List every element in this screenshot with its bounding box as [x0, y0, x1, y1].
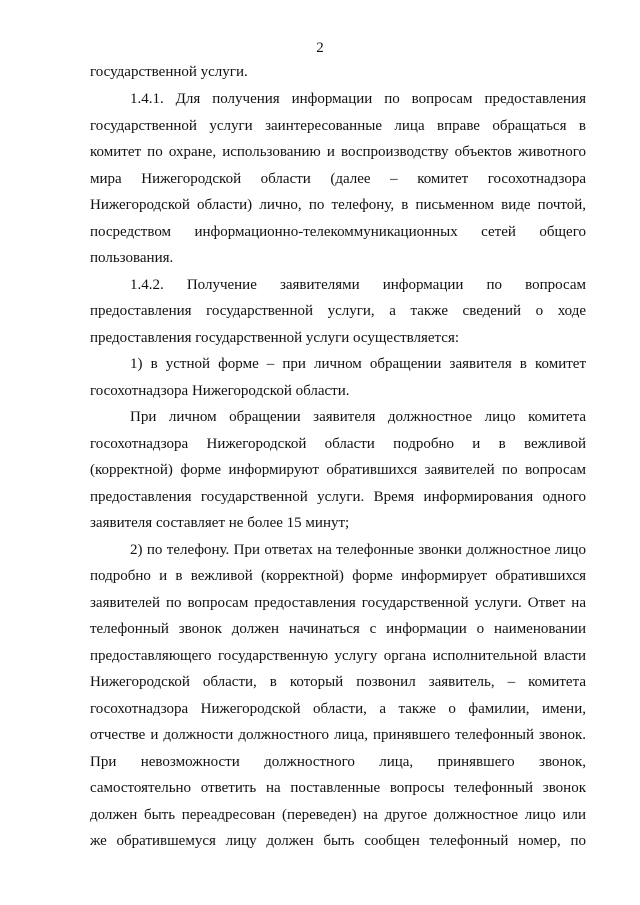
text-line: подробно и в вежливой (корректной) форме информирует обратившихся — [90, 568, 586, 584]
text-line: отчестве и должности должностного лица, принявшего телефонный звонок. — [90, 727, 586, 743]
text-line: При невозможности должностного лица, принявшего звонок, — [90, 754, 586, 770]
text-line: 2) по телефону. При ответах на телефонные звонки должностное лицо — [130, 542, 586, 558]
text-line: 1.4.1. Для получения информации по вопросам предоставления — [130, 91, 586, 107]
text-line: самостоятельно ответить на поставленные вопросы телефонный звонок — [90, 780, 586, 796]
page-number: 2 — [316, 40, 324, 56]
text-line: госохотнадзора Нижегородской области. — [90, 383, 350, 399]
text-line: телефонный звонок должен начинаться с информации о наименовании — [90, 621, 586, 637]
text-line: Нижегородской области, в который позвонил заявитель, – комитета — [90, 674, 586, 690]
text-line: государственной услуги. — [90, 64, 248, 80]
text-line: предоставления государственной услуги, а также сведений о ходе — [90, 303, 586, 319]
text-line: государственной услуги заинтересованные лица вправе обращаться в — [90, 118, 586, 134]
text-line: должен быть переадресован (переведен) на другое должностное лицо или — [90, 807, 586, 823]
text-line: комитет по охране, использованию и воспроизводству объектов животного — [90, 144, 586, 160]
text-line: госохотнадзора Нижегородской области подробно и в вежливой — [90, 436, 586, 452]
text-line: предоставляющего государственную услугу органа исполнительной власти — [90, 648, 586, 664]
text-line: же обратившемуся лицу должен быть сообщен телефонный номер, по — [90, 833, 586, 849]
text-line: госохотнадзора Нижегородской области, а также о фамилии, имени, — [90, 701, 586, 717]
text-line: (корректной) форме информируют обратившихся заявителей по вопросам — [90, 462, 586, 478]
text-line: заявителей по вопросам предоставления государственной услуги. Ответ на — [90, 595, 586, 611]
text-line: 1.4.2. Получение заявителями информации по вопросам — [130, 277, 586, 293]
text-line: Нижегородской области) лично, по телефону, в письменном виде почтой, — [90, 197, 586, 213]
text-line: посредством информационно-телекоммуникационных сетей общего — [90, 224, 586, 240]
text-line: пользования. — [90, 250, 174, 266]
text-line: 1) в устной форме – при личном обращении заявителя в комитет — [130, 356, 586, 372]
text-line: предоставления государственной услуги осуществляется: — [90, 330, 460, 346]
text-line: мира Нижегородской области (далее – комитет госохотнадзора — [90, 171, 586, 187]
text-line: При личном обращении заявителя должностное лицо комитета — [130, 409, 586, 425]
text-line: предоставления государственной услуги. Время информирования одного — [90, 489, 586, 505]
text-line: заявителя составляет не более 15 минут; — [90, 515, 350, 531]
